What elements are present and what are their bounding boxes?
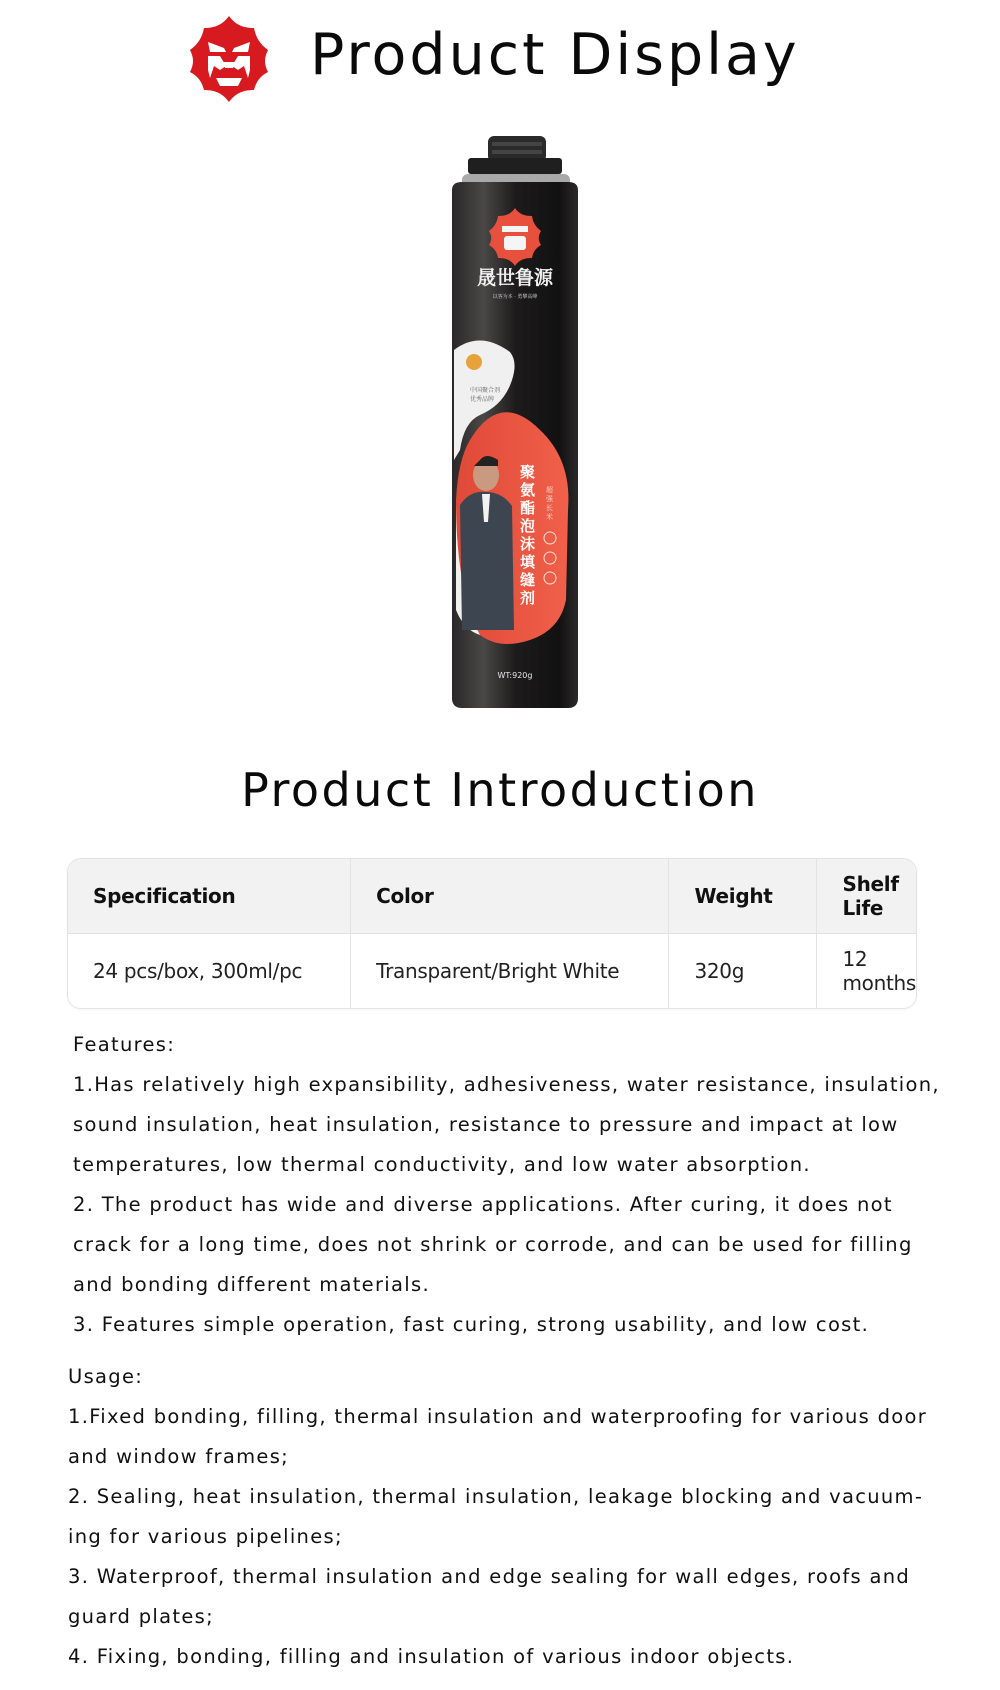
features-line: 2. The product has wide and diverse applications. After curing, it does not <box>73 1193 893 1216</box>
usage-line: 2. Sealing, heat insulation, thermal insulation, leakage blocking and vacuum- <box>68 1485 924 1508</box>
usage-section <box>68 1357 927 1677</box>
cell-specification: 24 pcs/box, 300ml/pc <box>68 934 351 1009</box>
cell-weight: 320g <box>669 934 817 1009</box>
column-header-color: Color <box>351 859 669 934</box>
usage-line: 1.Fixed bonding, filling, thermal insulation and waterproofing for various door <box>68 1405 928 1428</box>
features-line: 3. Features simple operation, fast curing, strong usability, and low cost. <box>73 1313 870 1336</box>
usage-line: 3. Waterproof, thermal insulation and edge sealing for wall edges, roofs and <box>68 1565 911 1588</box>
usage-label: Usage: <box>68 1365 144 1388</box>
specification-table <box>67 858 917 1009</box>
svg-text:WT:920g: WT:920g <box>497 671 533 680</box>
svg-text:晟世鲁源: 晟世鲁源 <box>476 267 554 289</box>
lion-head-logo-icon <box>190 16 268 102</box>
column-header-shelf-life: Shelf Life <box>817 859 916 934</box>
features-line: crack for a long time, does not shrink or corrode, and can be used for filling <box>73 1233 913 1256</box>
product-can-image <box>440 130 590 715</box>
svg-text:优秀品牌: 优秀品牌 <box>470 396 495 403</box>
table-row <box>68 934 916 1009</box>
usage-line: and window frames; <box>68 1445 290 1468</box>
column-header-weight: Weight <box>669 859 817 934</box>
cell-color: Transparent/Bright White <box>351 934 669 1009</box>
features-line: temperatures, low thermal conductivity, and low water absorption. <box>73 1153 811 1176</box>
features-line: and bonding different materials. <box>73 1273 430 1296</box>
usage-line: 4. Fixing, bonding, filling and insulation of various indoor objects. <box>68 1645 795 1668</box>
features-label: Features: <box>73 1033 176 1056</box>
svg-text:以客为本 · 勇攀高峰: 以客为本 · 勇攀高峰 <box>492 294 538 300</box>
features-line: sound insulation, heat insulation, resistance to pressure and impact at low <box>73 1113 899 1136</box>
column-header-specification: Specification <box>68 859 351 934</box>
table-header-row <box>68 859 916 934</box>
usage-line: ing for various pipelines; <box>68 1525 343 1548</box>
usage-line: guard plates; <box>68 1605 214 1628</box>
features-line: 1.Has relatively high expansibility, adhesiveness, water resistance, insulation, <box>73 1073 940 1096</box>
section-title-introduction: Product Introduction <box>241 763 759 817</box>
features-section <box>73 1025 940 1345</box>
svg-text:聚 氨 酯 泡: 聚 氨 酯 泡 沫 填 缝 剂 <box>520 463 536 607</box>
svg-text:中国聚合剂: 中国聚合剂 <box>470 387 501 394</box>
svg-text:超 强 长 米: 超 强 长 米 <box>546 486 553 521</box>
page-title: Product Display <box>310 22 800 88</box>
cell-shelf-life: 12 months <box>817 934 916 1009</box>
